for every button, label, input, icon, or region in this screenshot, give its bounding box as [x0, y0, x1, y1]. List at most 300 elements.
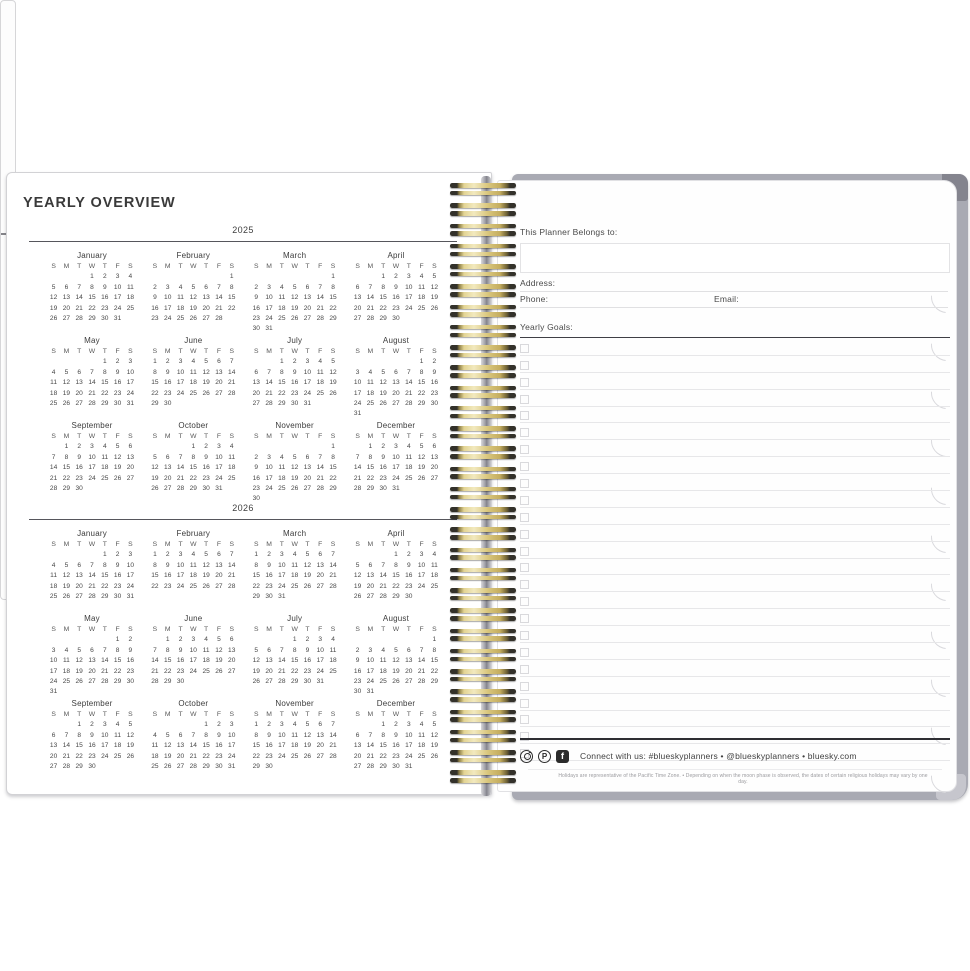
weekday-header: S: [229, 711, 234, 718]
empty-cell: [149, 635, 162, 645]
page-gap: [481, 176, 491, 796]
weekday-header: M: [63, 541, 70, 548]
day-cell: 20: [405, 667, 413, 675]
weekday-header: T: [77, 626, 82, 633]
day-cell: 11: [202, 646, 210, 654]
day-cell: 19: [290, 474, 299, 482]
weekday-header: F: [115, 348, 120, 355]
day-cell: 30: [113, 399, 122, 407]
day-cell: 15: [113, 657, 122, 665]
day-cell: 22: [430, 667, 439, 675]
day-cell: 28: [101, 677, 109, 685]
day-cell: 26: [202, 582, 210, 590]
day-cell: 28: [329, 752, 337, 760]
day-cell: 19: [353, 582, 362, 590]
day-cell: 3: [102, 721, 107, 729]
day-cell: 18: [101, 464, 109, 472]
weekday-header: F: [318, 541, 323, 548]
day-cell: 5: [381, 368, 386, 376]
year-section-2026: [21, 503, 465, 784]
day-cell: 25: [329, 667, 337, 675]
day-cell: 22: [202, 752, 210, 760]
day-cell: 6: [318, 551, 323, 559]
weekday-header: M: [164, 263, 171, 270]
weekday-header: T: [305, 711, 310, 718]
goal-row: [520, 592, 950, 609]
goal-checkbox: [520, 631, 529, 640]
day-cell: 8: [77, 731, 82, 739]
day-grid: [351, 432, 441, 494]
day-cell: 14: [278, 657, 286, 665]
day-cell: 16: [303, 657, 312, 665]
weekday-header: M: [266, 541, 272, 548]
day-cell: 9: [267, 731, 271, 739]
day-cell: 13: [265, 657, 273, 665]
day-cell: 23: [252, 484, 260, 492]
empty-cell: [314, 442, 327, 452]
mini-calendar-december: [351, 421, 441, 506]
goal-row: [520, 542, 950, 559]
empty-cell: [174, 272, 187, 282]
day-cell: 4: [280, 453, 284, 461]
mini-calendar-august: [351, 614, 441, 699]
mini-calendar-november: [250, 421, 340, 506]
goal-row: [520, 356, 950, 373]
day-cell: 15: [151, 379, 159, 387]
weekday-header: M: [266, 711, 272, 718]
day-cell: 15: [164, 657, 172, 665]
day-cell: 19: [164, 752, 172, 760]
empty-cell: [47, 357, 60, 367]
day-cell: 21: [405, 389, 413, 397]
day-cell: 15: [151, 572, 159, 580]
goal-checkbox: [520, 445, 529, 454]
empty-cell: [73, 550, 86, 560]
day-cell: 9: [128, 646, 133, 654]
day-grid: [148, 432, 238, 494]
day-cell: 4: [204, 636, 208, 644]
day-cell: 8: [165, 646, 170, 654]
day-cell: 22: [113, 667, 122, 675]
day-cell: 5: [432, 273, 437, 281]
day-cell: 15: [366, 464, 375, 472]
day-cell: 8: [64, 453, 69, 461]
day-cell: 1: [64, 443, 69, 451]
day-cell: 17: [366, 667, 375, 675]
weekday-header: F: [318, 711, 323, 718]
weekday-header: T: [406, 541, 411, 548]
day-cell: 21: [329, 572, 337, 580]
day-cell: 27: [75, 592, 83, 600]
weekday-header: T: [178, 433, 183, 440]
day-cell: 7: [381, 561, 386, 569]
day-cell: 7: [331, 551, 335, 559]
day-cell: 31: [366, 688, 375, 696]
day-cell: 19: [49, 304, 58, 312]
day-cell: 18: [316, 379, 324, 387]
day-cell: 18: [405, 464, 413, 472]
day-cell: 30: [290, 399, 299, 407]
mini-calendar-september: [47, 699, 137, 784]
day-cell: 29: [101, 592, 109, 600]
day-cell: 20: [392, 389, 400, 397]
empty-cell: [47, 635, 60, 645]
day-cell: 19: [202, 379, 210, 387]
day-cell: 17: [405, 294, 413, 302]
mini-calendar-may: [47, 336, 137, 421]
day-cell: 30: [303, 677, 312, 685]
day-cell: 26: [189, 314, 197, 322]
empty-cell: [351, 272, 364, 282]
empty-cell: [301, 272, 314, 282]
day-cell: 12: [126, 731, 135, 739]
weekday-header: T: [77, 433, 82, 440]
day-cell: 27: [75, 399, 83, 407]
day-cell: 12: [202, 561, 210, 569]
day-cell: 2: [165, 551, 170, 559]
day-cell: 3: [128, 358, 133, 366]
weekday-header: W: [392, 433, 400, 440]
day-cell: 21: [75, 304, 83, 312]
empty-cell: [161, 720, 174, 730]
day-cell: 24: [215, 474, 223, 482]
empty-cell: [390, 357, 403, 367]
day-cell: 4: [128, 273, 133, 281]
day-cell: 15: [329, 294, 337, 302]
email-label: Email:: [714, 294, 739, 304]
day-cell: 12: [290, 294, 299, 302]
day-cell: 7: [153, 646, 157, 654]
weekday-header: W: [392, 263, 400, 270]
day-cell: 25: [189, 582, 197, 590]
day-cell: 14: [228, 368, 236, 376]
goal-checkbox: [520, 614, 529, 623]
day-cell: 22: [75, 752, 83, 760]
empty-cell: [161, 442, 174, 452]
goal-row: [520, 575, 950, 592]
day-cell: 14: [62, 742, 71, 750]
day-cell: 14: [366, 294, 375, 302]
weekday-header: S: [432, 263, 437, 270]
day-cell: 28: [329, 582, 337, 590]
day-cell: 29: [189, 484, 197, 492]
day-cell: 14: [88, 572, 96, 580]
day-cell: 8: [381, 283, 386, 291]
day-cell: 18: [366, 389, 375, 397]
day-cell: 26: [430, 304, 439, 312]
goal-row: [520, 491, 950, 508]
day-cell: 2: [394, 273, 398, 281]
day-cell: 7: [229, 551, 234, 559]
weekday-header: T: [305, 263, 310, 270]
day-cell: 25: [278, 314, 286, 322]
day-cell: 22: [189, 474, 197, 482]
day-cell: 8: [102, 368, 107, 376]
day-cell: 10: [126, 561, 135, 569]
day-cell: 27: [353, 762, 362, 770]
day-cell: 5: [292, 453, 297, 461]
day-cell: 11: [291, 731, 299, 739]
day-cell: 13: [252, 379, 260, 387]
day-cell: 20: [252, 389, 260, 397]
weekday-header: F: [419, 263, 424, 270]
day-cell: 31: [405, 762, 413, 770]
day-cell: 28: [278, 677, 286, 685]
month-name: July: [287, 614, 303, 623]
weekday-header: T: [102, 348, 107, 355]
day-cell: 10: [176, 368, 185, 376]
day-cell: 11: [366, 379, 374, 387]
weekday-header: S: [152, 541, 158, 548]
weekday-header: M: [63, 348, 70, 355]
year-label: 2026: [232, 503, 254, 513]
day-cell: 7: [77, 283, 82, 291]
day-cell: 30: [392, 314, 400, 322]
day-cell: 2: [115, 551, 120, 559]
day-cell: 25: [202, 667, 210, 675]
day-cell: 16: [202, 464, 210, 472]
weekday-header: T: [381, 433, 386, 440]
day-cell: 21: [278, 667, 286, 675]
mini-calendar-august: [351, 336, 441, 421]
day-cell: 24: [392, 474, 400, 482]
month-name: April: [387, 529, 405, 538]
day-cell: 15: [417, 379, 426, 387]
weekday-header: F: [419, 626, 424, 633]
day-cell: 23: [303, 667, 312, 675]
day-cell: 22: [151, 389, 159, 397]
day-cell: 6: [355, 731, 360, 739]
weekday-header: T: [279, 711, 284, 718]
weekday-header: F: [115, 263, 120, 270]
weekday-header: W: [88, 263, 96, 270]
day-cell: 4: [318, 358, 323, 366]
day-cell: 18: [176, 304, 185, 312]
day-cell: 3: [229, 721, 234, 729]
day-cell: 6: [432, 443, 437, 451]
day-cell: 5: [254, 646, 259, 654]
empty-cell: [149, 720, 162, 730]
day-cell: 8: [292, 646, 297, 654]
weekday-header: S: [51, 263, 56, 270]
day-cell: 22: [329, 304, 337, 312]
weekday-header: M: [367, 711, 374, 718]
day-cell: 4: [331, 636, 335, 644]
weekday-header: S: [229, 541, 234, 548]
day-cell: 2: [292, 358, 297, 366]
day-cell: 30: [252, 495, 260, 503]
day-cell: 3: [51, 646, 56, 654]
day-cell: 31: [228, 762, 236, 770]
day-cell: 21: [379, 582, 387, 590]
day-cell: 30: [379, 484, 387, 492]
day-cell: 26: [353, 592, 362, 600]
empty-cell: [288, 272, 301, 282]
empty-cell: [364, 550, 377, 560]
day-cell: 22: [379, 304, 387, 312]
day-cell: 29: [379, 762, 387, 770]
day-cell: 9: [355, 657, 360, 665]
weekday-header: S: [229, 263, 234, 270]
day-grid: [351, 540, 441, 602]
day-cell: 13: [316, 561, 324, 569]
day-cell: 9: [254, 294, 259, 302]
day-cell: 7: [355, 453, 360, 461]
day-cell: 2: [102, 273, 107, 281]
day-cell: 1: [102, 358, 107, 366]
weekday-header: F: [216, 541, 221, 548]
goal-row: [520, 457, 950, 474]
day-cell: 11: [379, 657, 387, 665]
weekday-header: F: [419, 348, 424, 355]
goal-row: [520, 727, 950, 744]
weekday-header: M: [63, 433, 70, 440]
day-cell: 24: [101, 752, 109, 760]
day-cell: 15: [379, 294, 387, 302]
day-cell: 26: [62, 399, 71, 407]
day-cell: 1: [102, 551, 107, 559]
day-cell: 25: [417, 752, 426, 760]
weekday-header: S: [355, 541, 360, 548]
empty-cell: [351, 442, 364, 452]
day-cell: 26: [290, 314, 299, 322]
day-cell: 7: [178, 453, 183, 461]
day-cell: 29: [252, 592, 260, 600]
day-cell: 24: [49, 677, 58, 685]
day-cell: 14: [189, 742, 197, 750]
day-cell: 3: [355, 368, 360, 376]
day-cell: 7: [90, 368, 94, 376]
day-cell: 16: [113, 379, 122, 387]
months-grid-2025: [47, 251, 441, 506]
day-cell: 7: [368, 283, 373, 291]
weekday-header: S: [355, 711, 360, 718]
empty-cell: [73, 357, 86, 367]
weekday-header: W: [88, 541, 96, 548]
day-cell: 14: [176, 464, 185, 472]
day-cell: 21: [176, 474, 185, 482]
day-cell: 27: [215, 582, 223, 590]
day-cell: 15: [228, 294, 236, 302]
day-cell: 16: [353, 667, 362, 675]
day-cell: 30: [88, 762, 96, 770]
day-cell: 8: [153, 368, 157, 376]
day-cell: 5: [355, 561, 360, 569]
goal-checkbox: [520, 496, 529, 505]
day-cell: 13: [126, 453, 135, 461]
day-cell: 27: [392, 399, 400, 407]
weekday-header: W: [291, 711, 298, 718]
day-cell: 11: [50, 379, 58, 387]
day-cell: 16: [75, 464, 83, 472]
day-grid: [250, 262, 340, 335]
empty-cell: [351, 635, 364, 645]
day-cell: 28: [366, 314, 375, 322]
day-cell: 3: [128, 551, 133, 559]
weekday-header: S: [330, 626, 336, 633]
day-cell: 29: [88, 314, 96, 322]
day-cell: 3: [90, 443, 94, 451]
day-cell: 28: [88, 399, 96, 407]
day-cell: 10: [303, 368, 312, 376]
empty-cell: [47, 720, 60, 730]
day-cell: 22: [252, 752, 260, 760]
weekday-header: M: [266, 348, 272, 355]
day-cell: 25: [228, 474, 236, 482]
day-cell: 21: [101, 667, 109, 675]
day-cell: 27: [176, 762, 185, 770]
empty-cell: [174, 442, 187, 452]
day-cell: 21: [88, 582, 96, 590]
weekday-header: F: [115, 541, 120, 548]
weekday-header: F: [419, 433, 424, 440]
day-cell: 30: [392, 762, 400, 770]
day-cell: 16: [265, 572, 273, 580]
day-cell: 6: [305, 283, 310, 291]
day-cell: 2: [267, 551, 271, 559]
day-cell: 20: [303, 474, 312, 482]
day-cell: 23: [202, 474, 210, 482]
weekday-header: W: [88, 711, 96, 718]
day-cell: 28: [215, 314, 223, 322]
day-cell: 1: [153, 358, 157, 366]
empty-cell: [73, 635, 86, 645]
day-cell: 25: [49, 592, 58, 600]
day-cell: 24: [303, 389, 312, 397]
day-cell: 15: [62, 464, 71, 472]
weekday-header: M: [164, 541, 171, 548]
day-cell: 19: [430, 742, 439, 750]
day-cell: 23: [88, 752, 96, 760]
day-cell: 3: [165, 283, 170, 291]
day-cell: 19: [151, 474, 159, 482]
day-cell: 12: [75, 657, 83, 665]
day-cell: 3: [178, 551, 183, 559]
day-cell: 27: [228, 667, 236, 675]
day-cell: 9: [178, 646, 183, 654]
goal-checkbox: [520, 597, 529, 606]
address-label: Address:: [520, 278, 556, 288]
day-cell: 17: [101, 742, 109, 750]
day-grid: [250, 540, 340, 602]
day-cell: 19: [75, 667, 83, 675]
goal-row: [520, 339, 950, 356]
day-cell: 13: [392, 379, 400, 387]
day-cell: 23: [392, 752, 400, 760]
day-cell: 8: [394, 561, 398, 569]
weekday-header: M: [164, 348, 171, 355]
day-cell: 15: [252, 742, 260, 750]
day-cell: 6: [77, 561, 82, 569]
day-cell: 3: [305, 358, 310, 366]
day-cell: 13: [164, 464, 172, 472]
weekday-header: F: [318, 433, 323, 440]
weekday-header: S: [432, 541, 437, 548]
goal-checkbox: [520, 665, 529, 674]
day-cell: 6: [267, 646, 271, 654]
weekday-header: T: [178, 541, 183, 548]
day-cell: 7: [51, 453, 56, 461]
weekday-header: M: [164, 626, 171, 633]
weekday-header: M: [266, 263, 272, 270]
weekday-header: T: [305, 626, 310, 633]
year-rule: [29, 241, 457, 242]
day-cell: 4: [64, 646, 69, 654]
day-cell: 20: [316, 572, 324, 580]
day-cell: 16: [252, 474, 260, 482]
weekday-header: S: [229, 626, 234, 633]
day-cell: 12: [151, 464, 159, 472]
